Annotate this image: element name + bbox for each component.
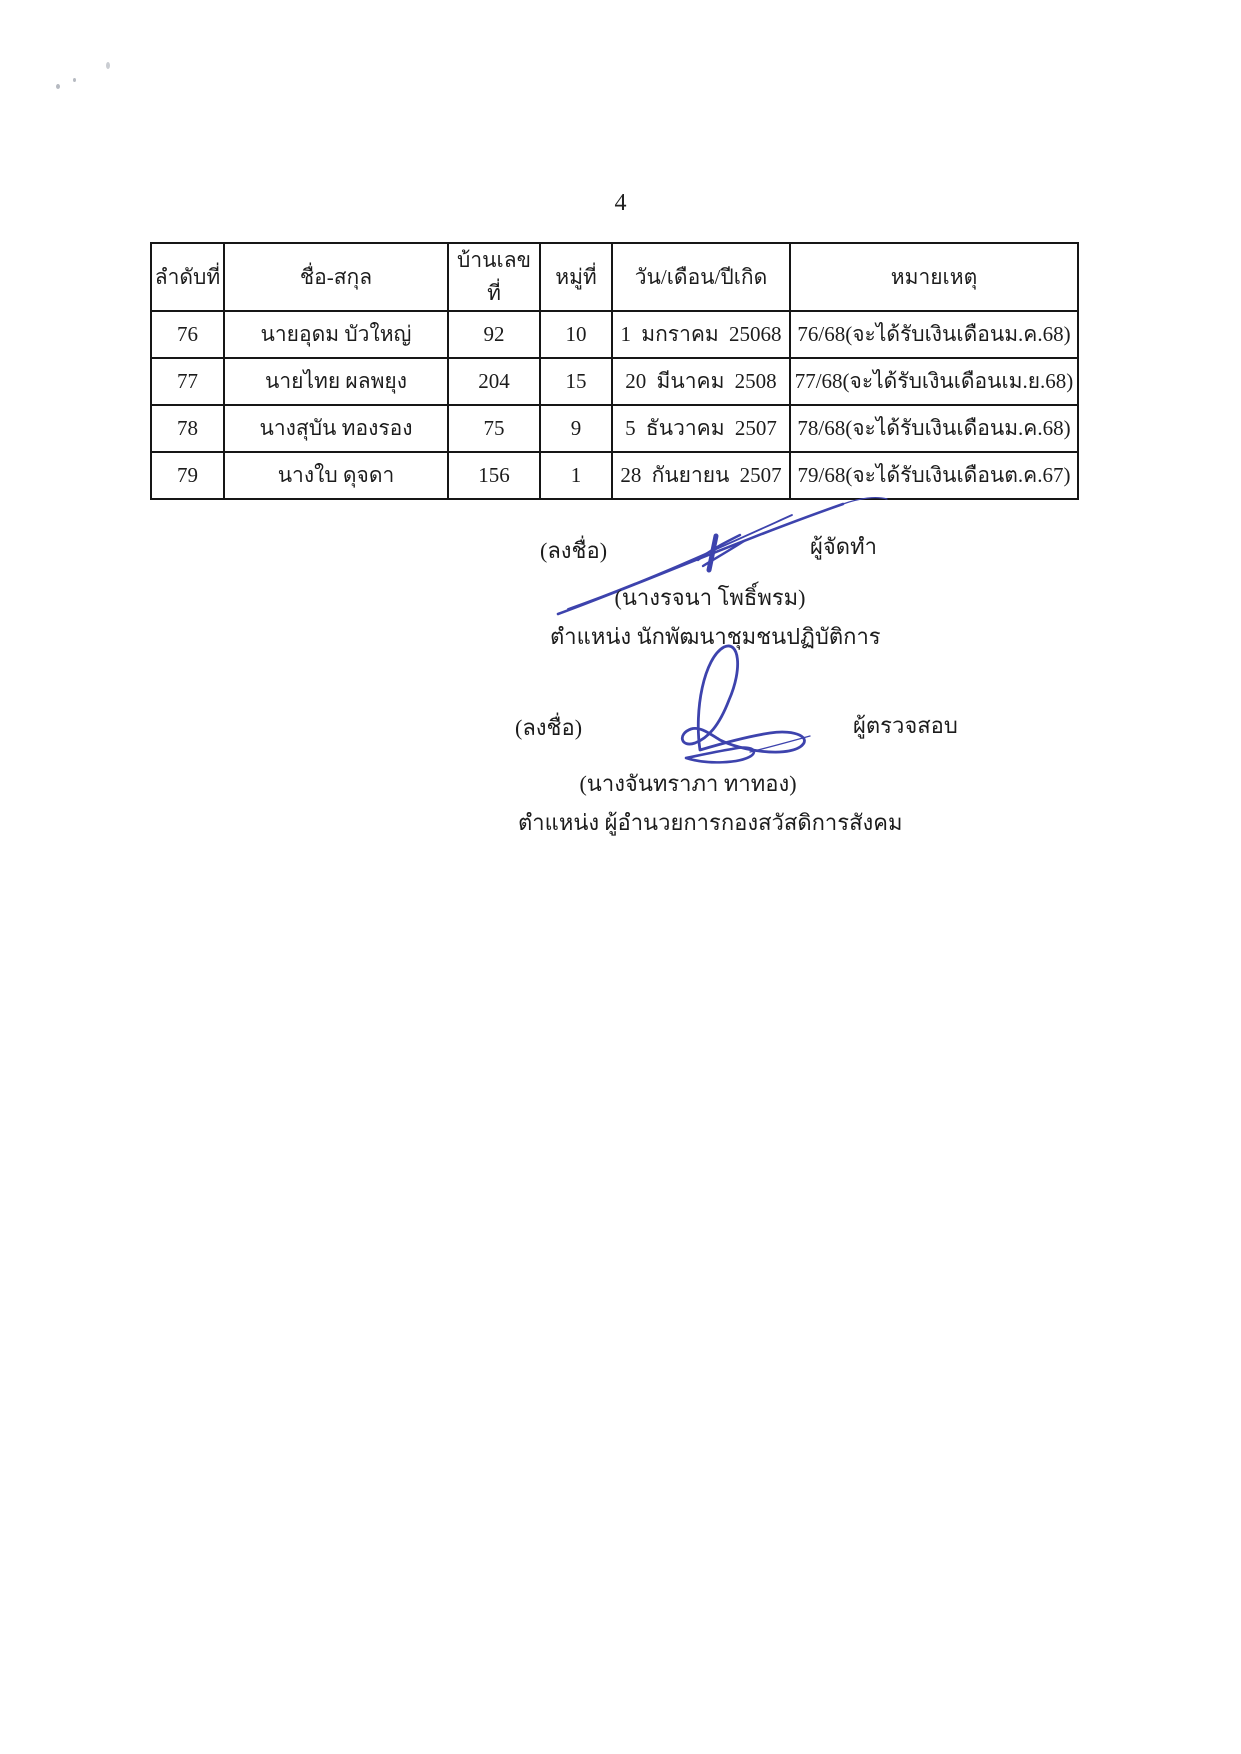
signatory-name-1: (นางรจนา โพธิ์พรม) (614, 585, 806, 610)
cell-order-no: 77 (151, 358, 224, 405)
header-moo: หมู่ที่ (540, 243, 612, 311)
cell-house-no: 204 (448, 358, 540, 405)
cell-dob: 20 มีนาคม 2508 (612, 358, 790, 405)
cell-house-no: 156 (448, 452, 540, 499)
signature-2-scribble (600, 638, 825, 778)
header-order-no: ลำดับที่ (151, 243, 224, 311)
scan-speck (106, 62, 110, 69)
position-line-2: ตำแหน่ง ผู้อำนวยการกองสวัสดิการสังคม (518, 810, 903, 835)
sign-here-label-2: (ลงชื่อ) (515, 715, 583, 740)
cell-dob: 1 มกราคม 25068 (612, 311, 790, 358)
sign-here-label-1: (ลงชื่อ) (540, 538, 608, 563)
cell-remark: 77/68(จะได้รับเงินเดือนเม.ย.68) (790, 358, 1078, 405)
role-label-inspector: ผู้ตรวจสอบ (853, 713, 958, 738)
cell-name: นางสุบัน ทองรอง (224, 405, 448, 452)
page-number: 4 (614, 190, 627, 216)
cell-order-no: 76 (151, 311, 224, 358)
header-remark: หมายเหตุ (790, 243, 1078, 311)
table-row (151, 358, 1078, 405)
scan-speck (56, 84, 60, 89)
cell-moo: 1 (540, 452, 612, 499)
cell-house-no: 92 (448, 311, 540, 358)
table-row (151, 452, 1078, 499)
header-house-no: บ้านเลขที่ (448, 243, 540, 311)
position-line-1: ตำแหน่ง นักพัฒนาชุมชนปฏิบัติการ (550, 624, 881, 649)
cell-name: นางใบ ดุจดา (224, 452, 448, 499)
cell-order-no: 79 (151, 452, 224, 499)
cell-name: นายไทย ผลพยุง (224, 358, 448, 405)
cell-moo: 10 (540, 311, 612, 358)
role-label-preparer: ผู้จัดทำ (810, 534, 877, 559)
table-row (151, 311, 1078, 358)
cell-remark: 76/68(จะได้รับเงินเดือนม.ค.68) (790, 311, 1078, 358)
header-dob: วัน/เดือน/ปีเกิด (612, 243, 790, 311)
cell-moo: 15 (540, 358, 612, 405)
cell-name: นายอุดม บัวใหญ่ (224, 311, 448, 358)
beneficiary-table (150, 242, 1079, 500)
cell-dob: 28 กันยายน 2507 (612, 452, 790, 499)
cell-remark: 79/68(จะได้รับเงินเดือนต.ค.67) (790, 452, 1078, 499)
cell-order-no: 78 (151, 405, 224, 452)
table-header-row (151, 243, 1078, 311)
signatory-name-2: (นางจันทราภา ทาทอง) (579, 771, 797, 796)
header-name: ชื่อ-สกุล (224, 243, 448, 311)
scan-speck (73, 78, 76, 82)
cell-moo: 9 (540, 405, 612, 452)
cell-dob: 5 ธันวาคม 2507 (612, 405, 790, 452)
cell-remark: 78/68(จะได้รับเงินเดือนม.ค.68) (790, 405, 1078, 452)
table-row (151, 405, 1078, 452)
cell-house-no: 75 (448, 405, 540, 452)
